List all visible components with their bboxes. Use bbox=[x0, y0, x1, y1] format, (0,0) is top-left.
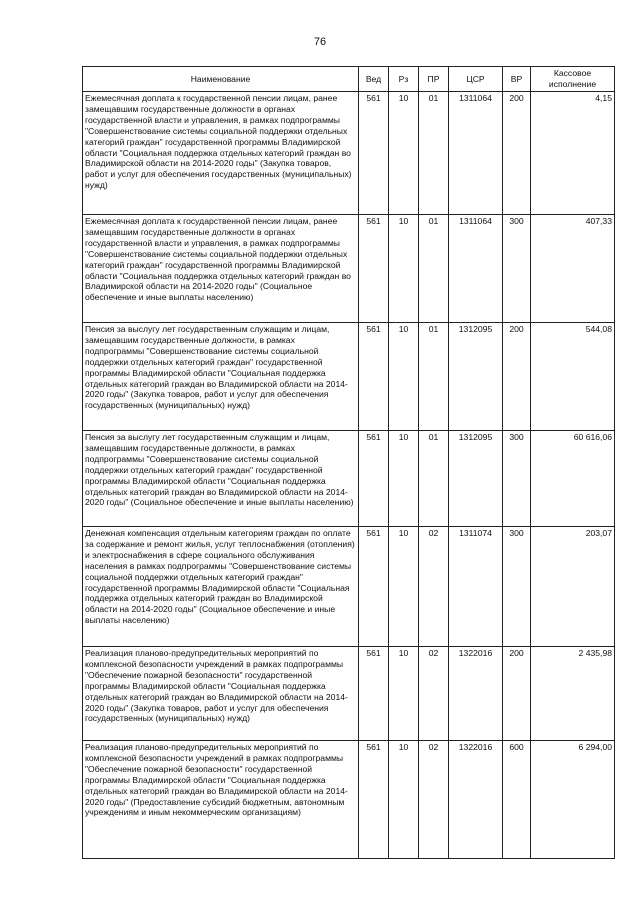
table-row bbox=[83, 431, 615, 527]
row-name: Пенсия за выслугу лет государственным служащим и лицам, замещавшим государственные должности, в рамках подпрограммы "Совершенствование системы социальной поддержки отдельных категорий граждан" государственной программы Владимирской области "Социальная поддержка отдельных категорий граждан во Владимирской области на 2014-2020 годы" (Закупка товаров, работ и услуг для обеспечения государственных (муниципальных) нужд) bbox=[83, 323, 359, 431]
header-ved: Вед bbox=[359, 67, 389, 92]
row-vr: 200 bbox=[503, 647, 531, 741]
table-row bbox=[83, 741, 615, 859]
row-amount: 544,08 bbox=[531, 323, 615, 431]
row-rz: 10 bbox=[389, 323, 419, 431]
header-amount: Кассовое исполнение bbox=[531, 67, 615, 92]
row-pr: 02 bbox=[419, 647, 449, 741]
row-vr: 300 bbox=[503, 215, 531, 323]
row-name: Ежемесячная доплата к государственной пенсии лицам, ранее замещавшим государственные должности в органах государственной власти и управления, в рамках подпрограммы "Совершенствование системы социальной поддержки отдельных категорий граждан" государственной программы Владимирской области "Социальная поддержка отдельных категорий граждан во Владимирской области на 2014-2020 годы" (Социальное обеспечение и иные выплаты населению) bbox=[83, 215, 359, 323]
row-amount: 2 435,98 bbox=[531, 647, 615, 741]
row-pr: 01 bbox=[419, 323, 449, 431]
row-rz: 10 bbox=[389, 92, 419, 215]
page-number: 76 bbox=[313, 36, 327, 48]
row-csr: 1311064 bbox=[449, 215, 503, 323]
header-rz: Рз bbox=[389, 67, 419, 92]
row-pr: 01 bbox=[419, 431, 449, 527]
row-amount: 407,33 bbox=[531, 215, 615, 323]
row-ved: 561 bbox=[359, 431, 389, 527]
row-vr: 200 bbox=[503, 92, 531, 215]
row-csr: 1311074 bbox=[449, 527, 503, 647]
row-name: Ежемесячная доплата к государственной пенсии лицам, ранее замещавшим государственные должности в органах государственной власти и управления, в рамках подпрограммы "Совершенствование системы социальной поддержки отдельных категорий граждан" государственной программы Владимирской области "Социальная поддержка отдельных категорий граждан во Владимирской области на 2014-2020 годы" (Закупка товаров, работ и услуг для обеспечения государственных (муниципальных) нужд) bbox=[83, 92, 359, 215]
row-rz: 10 bbox=[389, 215, 419, 323]
row-vr: 200 bbox=[503, 323, 531, 431]
row-ved: 561 bbox=[359, 527, 389, 647]
table-row bbox=[83, 92, 615, 215]
row-amount: 4,15 bbox=[531, 92, 615, 215]
table-row bbox=[83, 647, 615, 741]
header-name: Наименование bbox=[83, 67, 359, 92]
table-row bbox=[83, 215, 615, 323]
row-ved: 561 bbox=[359, 647, 389, 741]
row-rz: 10 bbox=[389, 431, 419, 527]
row-pr: 02 bbox=[419, 741, 449, 859]
row-rz: 10 bbox=[389, 741, 419, 859]
row-csr: 1312095 bbox=[449, 431, 503, 527]
row-pr: 02 bbox=[419, 527, 449, 647]
row-pr: 01 bbox=[419, 215, 449, 323]
row-csr: 1322016 bbox=[449, 647, 503, 741]
row-vr: 600 bbox=[503, 741, 531, 859]
table-row bbox=[83, 527, 615, 647]
row-amount: 6 294,00 bbox=[531, 741, 615, 859]
row-ved: 561 bbox=[359, 92, 389, 215]
table-row bbox=[83, 323, 615, 431]
row-name: Денежная компенсация отдельным категориям граждан по оплате за содержание и ремонт жилья, услуг теплоснабжения (отопления) и электроснабжения в сфере социального обслуживания населения в рамках подпрограммы "Совершенствование системы социальной поддержки отдельных категорий граждан" государственной программы Владимирской области "Социальная поддержка отдельных категорий граждан во Владимирской области на 2014-2020 годы" (Социальное обеспечение и иные выплаты населению) bbox=[83, 527, 359, 647]
row-amount: 60 616,06 bbox=[531, 431, 615, 527]
budget-table bbox=[82, 66, 615, 859]
row-name: Реализация планово-предупредительных мероприятий по комплексной безопасности учреждений в рамках подпрограммы "Обеспечение пожарной безопасности" государственной программы Владимирской области "Социальная поддержка отдельных категорий граждан во Владимирской области на 2014-2020 годы" (Предоставление субсидий бюджетным, автономным учреждениям и иным некоммерческим организациям) bbox=[83, 741, 359, 859]
header-pr: ПР bbox=[419, 67, 449, 92]
header-csr: ЦСР bbox=[449, 67, 503, 92]
row-pr: 01 bbox=[419, 92, 449, 215]
row-name: Пенсия за выслугу лет государственным служащим и лицам, замещавшим государственные должности, в рамках подпрограммы "Совершенствование системы социальной поддержки отдельных категорий граждан" государственной программы Владимирской области "Социальная поддержка отдельных категорий граждан во Владимирской области на 2014-2020 годы" (Социальное обеспечение и иные выплаты населению) bbox=[83, 431, 359, 527]
header-vr: ВР bbox=[503, 67, 531, 92]
row-ved: 561 bbox=[359, 741, 389, 859]
row-vr: 300 bbox=[503, 431, 531, 527]
row-ved: 561 bbox=[359, 323, 389, 431]
row-amount: 203,07 bbox=[531, 527, 615, 647]
row-csr: 1322016 bbox=[449, 741, 503, 859]
row-rz: 10 bbox=[389, 527, 419, 647]
row-name: Реализация планово-предупредительных мероприятий по комплексной безопасности учреждений в рамках подпрограммы "Обеспечение пожарной безопасности" государственной программы Владимирской области "Социальная поддержка отдельных категорий граждан во Владимирской области на 2014-2020 годы" (Закупка товаров, работ и услуг для обеспечения государственных (муниципальных) нужд) bbox=[83, 647, 359, 741]
table-header-row bbox=[83, 67, 615, 92]
row-ved: 561 bbox=[359, 215, 389, 323]
row-rz: 10 bbox=[389, 647, 419, 741]
row-csr: 1311064 bbox=[449, 92, 503, 215]
row-csr: 1312095 bbox=[449, 323, 503, 431]
row-vr: 300 bbox=[503, 527, 531, 647]
